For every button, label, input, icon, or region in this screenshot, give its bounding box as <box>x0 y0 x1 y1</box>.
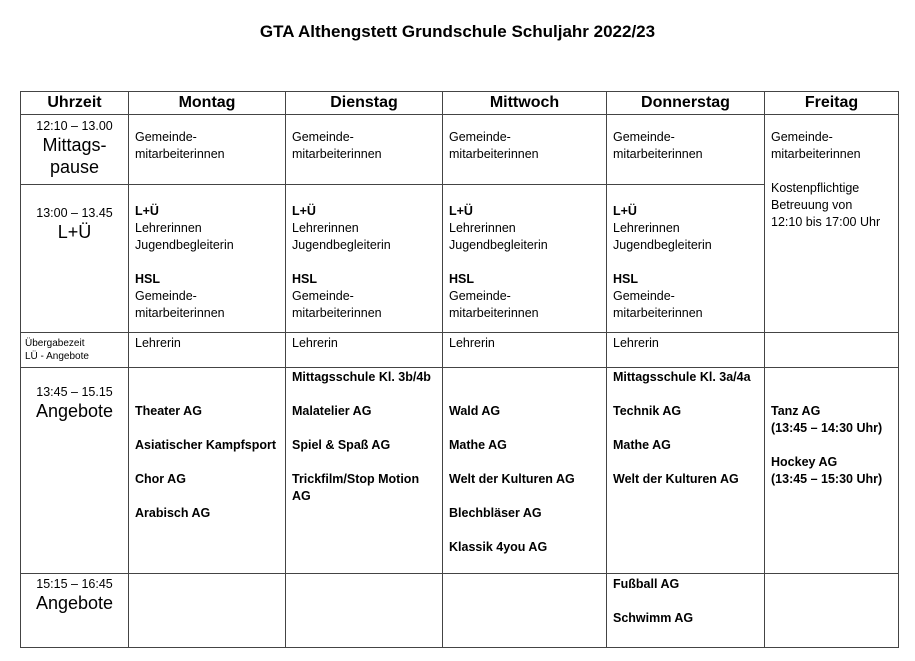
text-line: Lehrerin <box>449 336 495 350</box>
time-range: 13:00 – 13.45 <box>36 206 113 220</box>
time-range: 13:45 – 15.15 <box>36 385 113 399</box>
cell-dienstag <box>286 185 443 333</box>
time-label: Angebote <box>35 593 114 613</box>
text-line: Fußball AG <box>613 577 680 591</box>
cell-mittwoch <box>443 333 607 368</box>
header-dienstag: Dienstag <box>286 92 443 115</box>
text-line: mitarbeiterinnen <box>292 147 382 161</box>
text-line: mitarbeiterinnen <box>449 147 539 161</box>
cell-donnerstag <box>607 333 765 368</box>
cell-mittwoch <box>443 185 607 333</box>
cell-freitag <box>765 574 899 648</box>
cell-dienstag <box>286 368 443 574</box>
text-line: Gemeinde- <box>135 130 197 144</box>
time-label: pause <box>49 157 100 177</box>
text-line: (13:45 – 14:30 Uhr) <box>771 421 883 435</box>
text-line: Betreuung von <box>771 198 853 212</box>
cell-dienstag <box>286 333 443 368</box>
time-cell-angebote-1 <box>21 368 129 574</box>
text-line: mitarbeiterinnen <box>292 306 382 320</box>
text-line: mitarbeiterinnen <box>771 147 861 161</box>
text-line: Lehrerin <box>292 336 338 350</box>
header-freitag: Freitag <box>765 92 899 115</box>
text-line: Gemeinde- <box>449 289 511 303</box>
cell-freitag <box>765 368 899 574</box>
text-line: Jugendbegleiterin <box>449 238 548 252</box>
text-line: Hockey AG <box>771 455 838 469</box>
text-line: Jugendbegleiterin <box>292 238 391 252</box>
text-line: L+Ü <box>135 204 159 218</box>
text-line: Wald AG <box>449 404 501 418</box>
text-line: Spiel & Spaß AG <box>292 438 391 452</box>
text-line: Lehrerinnen <box>449 221 516 235</box>
text-line: Mittagsschule Kl. 3b/4b <box>292 370 431 384</box>
text-line: Malatelier AG <box>292 404 372 418</box>
page-title: GTA Althengstett Grundschule Schuljahr 2022/23 <box>259 22 656 41</box>
cell-mittwoch <box>443 368 607 574</box>
header-uhrzeit: Uhrzeit <box>21 92 129 115</box>
cell-donnerstag <box>607 368 765 574</box>
text-line: L+Ü <box>292 204 316 218</box>
text-line: AG <box>292 489 311 503</box>
time-range: 15:15 – 16:45 <box>36 577 113 591</box>
text-line: mitarbeiterinnen <box>449 306 539 320</box>
time-cell-uebergabe <box>21 333 129 368</box>
time-range: 12:10 – 13.00 <box>36 119 113 133</box>
cell-montag <box>129 185 286 333</box>
text-line: Gemeinde- <box>613 289 675 303</box>
cell-donnerstag <box>607 115 765 185</box>
cell-freitag-mittag <box>765 115 899 333</box>
text-line: mitarbeiterinnen <box>613 306 703 320</box>
text-line: HSL <box>292 272 317 286</box>
text-line: Jugendbegleiterin <box>135 238 234 252</box>
text-line: Klassik 4you AG <box>449 540 548 554</box>
text-line: Gemeinde- <box>771 130 833 144</box>
cell-donnerstag <box>607 574 765 648</box>
row-angebote-1 <box>21 368 899 574</box>
text-line: Welt der Kulturen AG <box>449 472 575 486</box>
cell-donnerstag <box>607 185 765 333</box>
text-line: mitarbeiterinnen <box>135 147 225 161</box>
text-line: Mathe AG <box>613 438 671 452</box>
text-line: Gemeinde- <box>449 130 511 144</box>
text-line: Tanz AG <box>771 404 821 418</box>
text-line: Mittagsschule Kl. 3a/4a <box>613 370 751 384</box>
cell-freitag <box>765 333 899 368</box>
cell-montag <box>129 115 286 185</box>
text-line: Technik AG <box>613 404 682 418</box>
text-line: Lehrerinnen <box>292 221 359 235</box>
text-line: HSL <box>449 272 474 286</box>
text-line: Blechbläser AG <box>449 506 542 520</box>
cell-montag <box>129 333 286 368</box>
text-line: L+Ü <box>449 204 473 218</box>
text-line: Lehrerinnen <box>613 221 680 235</box>
time-cell-mittagspause <box>21 115 129 185</box>
text-line: 12:10 bis 17:00 Uhr <box>771 215 881 229</box>
text-line: HSL <box>613 272 638 286</box>
time-label: Angebote <box>35 401 114 421</box>
text-line: Arabisch AG <box>135 506 211 520</box>
header-row <box>21 92 899 115</box>
time-label: L+Ü <box>57 222 92 242</box>
text-line: (13:45 – 15:30 Uhr) <box>771 472 883 486</box>
text-line: Asiatischer Kampfsport <box>135 438 277 452</box>
cell-dienstag <box>286 115 443 185</box>
time-cell-angebote-2 <box>21 574 129 648</box>
text-line: Chor AG <box>135 472 186 486</box>
text-line: Gemeinde- <box>292 130 354 144</box>
row-mittagspause <box>21 115 899 185</box>
text-line: Jugendbegleiterin <box>613 238 712 252</box>
header-mittwoch: Mittwoch <box>443 92 607 115</box>
text-line: Trickfilm/Stop Motion <box>292 472 420 486</box>
timetable <box>20 91 899 648</box>
row-uebergabe <box>21 333 899 368</box>
cell-montag <box>129 574 286 648</box>
text-line: Lehrerinnen <box>135 221 202 235</box>
cell-mittwoch <box>443 115 607 185</box>
text-line: Gemeinde- <box>292 289 354 303</box>
text-line: Schwimm AG <box>613 611 694 625</box>
text-line: Theater AG <box>135 404 202 418</box>
text-line: mitarbeiterinnen <box>135 306 225 320</box>
text-line: Welt der Kulturen AG <box>613 472 739 486</box>
header-montag: Montag <box>129 92 286 115</box>
text-line: LÜ - Angebote <box>25 351 89 362</box>
text-line: L+Ü <box>613 204 637 218</box>
time-label: Mittags- <box>42 135 107 155</box>
row-angebote-2 <box>21 574 899 648</box>
text-line: mitarbeiterinnen <box>613 147 703 161</box>
text-line: Gemeinde- <box>613 130 675 144</box>
text-line: Lehrerin <box>613 336 659 350</box>
time-cell-lue <box>21 185 129 333</box>
text-line: HSL <box>135 272 160 286</box>
cell-montag <box>129 368 286 574</box>
text-line: Gemeinde- <box>135 289 197 303</box>
text-line: Übergabezeit <box>25 338 85 349</box>
text-line: Mathe AG <box>449 438 507 452</box>
header-donnerstag: Donnerstag <box>607 92 765 115</box>
cell-mittwoch <box>443 574 607 648</box>
cell-dienstag <box>286 574 443 648</box>
text-line: Kostenpflichtige <box>771 181 860 195</box>
text-line: Lehrerin <box>135 336 181 350</box>
